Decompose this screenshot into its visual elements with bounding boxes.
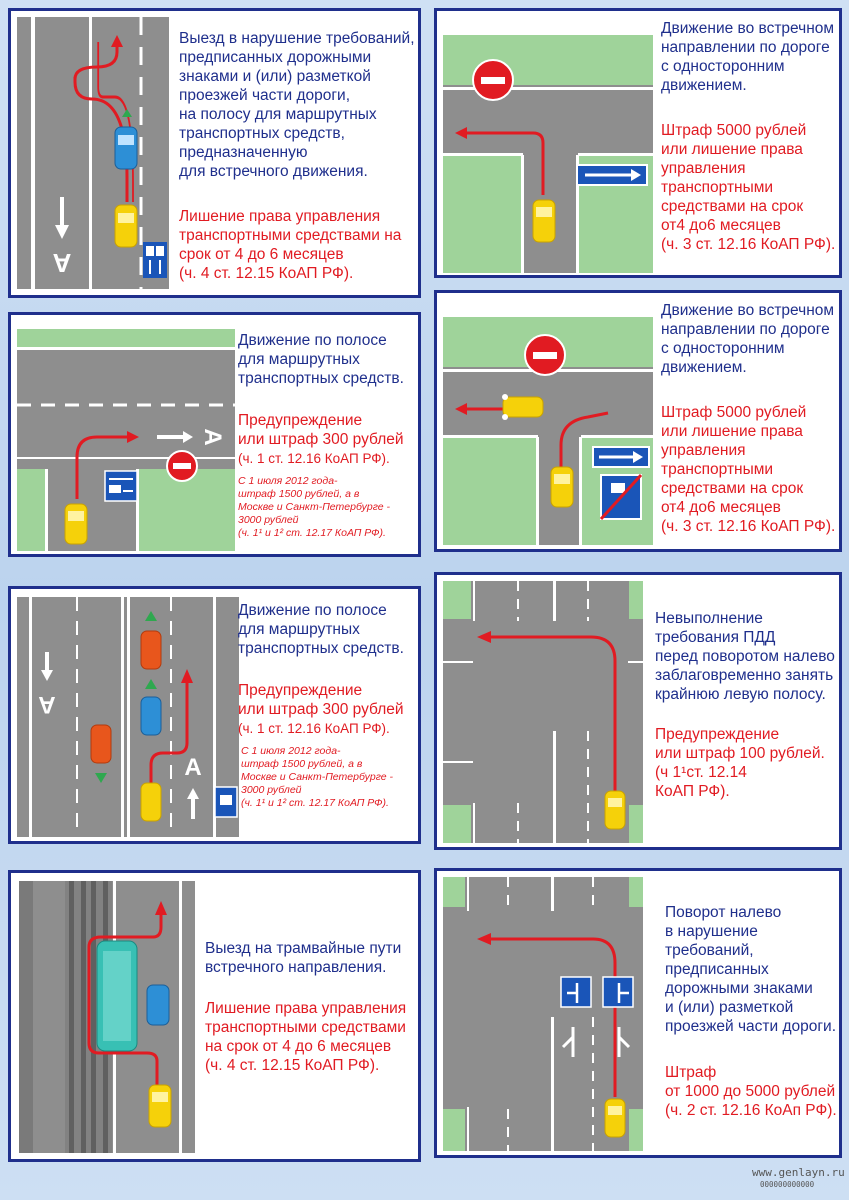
panel-3-title: Движение по полосе для маршрутных транспортных средств. [238,332,404,387]
panel-1-title: Выезд в нарушение требований, предписанных дорожными знаками и (или) разметкой проезжей части дороги, на полосу для маршрутных транспортных средств, предназначенную для встречного движения. [179,30,415,180]
panel-5-penalty: Предупреждение или штраф 300 рублей (ч. 1 ст. 12.16 КоАП РФ). [238,682,404,736]
panel-3-penalty: Предупреждение или штраф 300 рублей (ч. 1 ст. 12.16 КоАП РФ). [238,412,404,466]
panel-7-penalty: Лишение права управления транспортными средствами на срок от 4 до 6 месяцев (ч. 4 ст. 12.15 КоАП РФ). [205,1000,407,1074]
scene-8 [443,877,643,1151]
panel-6-title: Невыполнение требования ПДД перед поворотом налево заблаговременно занять крайнюю левую полосу. [655,610,835,703]
panel-7 [8,870,421,1162]
scene-7-illustration [19,881,195,1153]
panel-8-title: Поворот налево в нарушение требований, предписанных дорожными знаками и (или) разметкой проезжей части дороги. [665,904,837,1035]
svg-text:A: A [184,754,202,781]
panel-3-note: С 1 июля 2012 года- штраф 1500 рублей, а в Москве и Санкт-Петербурге - 3000 рублей (ч. 1¹ и 1² ст. 12.17 КоАП РФ). [238,475,391,539]
panel-2-title: Движение во встречном направлении по дороге с односторонним движением. [661,20,835,94]
scene-8-illustration [443,877,643,1151]
scene-2-illustration [443,35,653,273]
panel-8 [434,868,842,1158]
panel-2 [434,8,842,278]
panel-3 [8,312,421,557]
panel-4-penalty: Штраф 5000 рублей или лишение права управления транспортными средствами на срок от4 до6 месяцев (ч. 3 ст. 12.16 КоАП РФ). [661,404,836,535]
svg-text:A: A [38,691,56,718]
scene-5 [17,597,239,837]
panel-6 [434,572,842,850]
footer-site: www.genlayn.ru [752,1166,845,1179]
panel-8-penalty: Штраф от 1000 до 5000 рублей (ч. 2 ст. 12.16 КоАп РФ). [665,1064,837,1119]
panel-5-title: Движение по полосе для маршрутных транспортных средств. [238,602,404,657]
scene-7 [19,881,195,1153]
panel-6-penalty: Предупреждение или штраф 100 рублей. (ч 1¹ст. 12.14 КоАП РФ). [655,726,825,800]
panel-1 [8,8,421,298]
svg-text:A: A [52,248,72,278]
scene-2 [443,35,653,273]
panel-7-title: Выезд на трамвайные пути встречного направления. [205,940,402,976]
scene-3-illustration [17,329,235,551]
scene-3 [17,329,235,551]
panel-4 [434,290,842,552]
scene-1-illustration [17,17,169,289]
scene-5-illustration [17,597,239,837]
scene-6-illustration [443,581,643,843]
panel-1-penalty: Лишение права управления транспортными средствами на срок от 4 до 6 месяцев (ч. 4 ст. 12.15 КоАП РФ). [179,208,402,282]
panel-2-penalty: Штраф 5000 рублей или лишение права управления транспортными средствами на срок от4 до6 месяцев (ч. 3 ст. 12.16 КоАП РФ). [661,122,836,253]
panel-4-title: Движение во встречном направлении по дороге с односторонним движением. [661,302,835,376]
panel-5-note: С 1 июля 2012 года- штраф 1500 рублей, а в Москве и Санкт-Петербурге - 3000 рублей (ч. 1¹ и 1² ст. 12.17 КоАП РФ). [241,745,394,809]
scene-1 [17,17,169,289]
panel-5 [8,586,421,844]
scene-4 [443,317,653,545]
scene-4-illustration [443,317,653,545]
svg-text:A: A [199,428,226,446]
scene-6 [443,581,643,843]
footer-code: 000000000000 [760,1180,815,1189]
